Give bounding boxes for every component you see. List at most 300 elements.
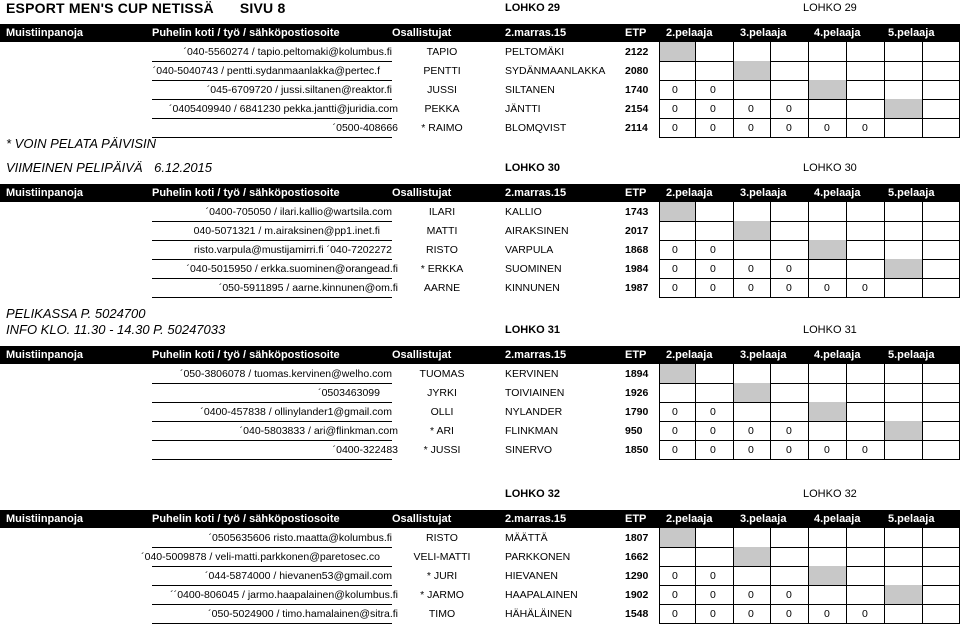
player-row xyxy=(0,383,960,403)
score-cell xyxy=(884,240,923,260)
column-header: ETP xyxy=(625,349,647,361)
etp-value: 2017 xyxy=(625,225,649,237)
last-name: FLINKMAN xyxy=(505,425,559,437)
title-text: ESPORT MEN'S CUP NETISSÄ xyxy=(6,0,214,16)
last-name: HÄHÄLÄINEN xyxy=(505,608,573,620)
score-cell xyxy=(922,202,960,222)
contact-text: ´040-5803833 / ari@flinkman.com xyxy=(239,425,398,437)
score-cell xyxy=(922,278,960,298)
score-cell xyxy=(884,402,923,422)
score-cell xyxy=(884,547,923,567)
note-last-day xyxy=(6,160,212,175)
score-cell xyxy=(884,383,923,403)
score-cell xyxy=(884,42,923,62)
column-header: 4.pelaaja xyxy=(814,513,861,525)
score-cell xyxy=(846,566,885,586)
score-value: 0 xyxy=(710,263,716,275)
column-header-row xyxy=(0,24,960,42)
score-value: 0 xyxy=(862,444,868,456)
score-cell xyxy=(695,61,734,81)
player-row xyxy=(0,528,960,548)
score-value: 0 xyxy=(672,84,678,96)
last-name: PARKKONEN xyxy=(505,551,571,563)
column-header-row xyxy=(0,346,960,364)
column-header: Muistiinpanoja xyxy=(6,187,83,199)
score-cell xyxy=(922,99,960,119)
player-row xyxy=(0,61,960,81)
score-cell xyxy=(922,528,960,548)
player-row xyxy=(0,402,960,422)
self-cell xyxy=(808,80,847,100)
score-value: 0 xyxy=(672,263,678,275)
contact-text: ´040-5040743 / pentti.sydanmaanlakka@pertec.f xyxy=(152,65,380,77)
self-cell xyxy=(884,421,923,441)
contact-text: ´040-5009878 / veli-matti.parkkonen@paretosec.co xyxy=(141,551,380,563)
score-cell xyxy=(884,278,923,298)
score-cell xyxy=(922,604,960,624)
score-value: 0 xyxy=(672,103,678,115)
score-value: 0 xyxy=(862,282,868,294)
score-value: 0 xyxy=(710,282,716,294)
last-name: SUOMINEN xyxy=(505,263,562,275)
score-cell xyxy=(808,528,847,548)
column-header-row xyxy=(0,184,960,202)
score-value: 0 xyxy=(748,122,754,134)
first-name: * ERKKA xyxy=(420,263,464,275)
score-value: 0 xyxy=(710,444,716,456)
score-value: 0 xyxy=(862,608,868,620)
self-cell xyxy=(659,364,696,384)
group-label: LOHKO 29 xyxy=(505,2,561,14)
score-cell xyxy=(884,61,923,81)
contact-text: ´0405409940 / 6841230 pekka.jantti@juridia.com xyxy=(169,103,398,115)
score-cell xyxy=(922,259,960,279)
etp-value: 1894 xyxy=(625,368,649,380)
last-name: HAAPALAINEN xyxy=(505,589,578,601)
column-header: 2.pelaaja xyxy=(666,513,713,525)
score-cell xyxy=(808,221,847,241)
column-header: Puhelin koti / työ / sähköpostiosoite xyxy=(152,349,340,361)
score-cell xyxy=(922,240,960,260)
score-cell xyxy=(808,383,847,403)
score-value: 0 xyxy=(710,589,716,601)
column-header: 5.pelaaja xyxy=(888,27,935,39)
score-cell xyxy=(770,566,809,586)
etp-value: 1868 xyxy=(625,244,649,256)
last-name: KERVINEN xyxy=(505,368,559,380)
score-cell xyxy=(846,202,885,222)
score-cell xyxy=(659,547,696,567)
score-cell xyxy=(733,528,771,548)
score-cell xyxy=(884,221,923,241)
score-value: 0 xyxy=(786,608,792,620)
self-cell xyxy=(659,528,696,548)
first-name: * JURI xyxy=(426,570,458,582)
score-cell xyxy=(695,202,734,222)
score-value: 0 xyxy=(672,244,678,256)
score-cell xyxy=(733,80,771,100)
column-header: 3.pelaaja xyxy=(740,187,787,199)
score-cell xyxy=(922,118,960,138)
contact-text: ´050-3806078 / tuomas.kervinen@welho.com xyxy=(179,368,392,380)
score-cell xyxy=(733,240,771,260)
column-header: 2.pelaaja xyxy=(666,187,713,199)
column-header: 3.pelaaja xyxy=(740,349,787,361)
note-play-daytime: * VOIN PELATA PÄIVISIN xyxy=(6,136,157,151)
column-header: ETP xyxy=(625,27,647,39)
note-last-day-date: 6.12.2015 xyxy=(154,160,213,175)
contact-text: ´0400-457838 / ollinylander1@gmail.com xyxy=(200,406,392,418)
column-header: Muistiinpanoja xyxy=(6,349,83,361)
score-cell xyxy=(922,402,960,422)
score-cell xyxy=(733,402,771,422)
etp-value: 1987 xyxy=(625,282,649,294)
score-cell xyxy=(846,240,885,260)
contact-text: ´040-5560274 / tapio.peltomaki@kolumbus.fi xyxy=(183,46,392,58)
column-header: ETP xyxy=(625,513,647,525)
score-cell xyxy=(659,383,696,403)
score-cell xyxy=(808,259,847,279)
first-name: PENTTI xyxy=(423,65,461,77)
group-label: LOHKO 30 xyxy=(505,162,561,174)
self-cell xyxy=(733,221,771,241)
first-name: OLLI xyxy=(430,406,454,418)
etp-value: 2154 xyxy=(625,103,649,115)
group-label-right: LOHKO 30 xyxy=(803,162,857,174)
last-name: SYDÄNMAANLAKKA xyxy=(505,65,606,77)
first-name: TIMO xyxy=(428,608,456,620)
last-name: AIRAKSINEN xyxy=(505,225,569,237)
group-label-right: LOHKO 29 xyxy=(803,2,857,14)
column-header: 4.pelaaja xyxy=(814,27,861,39)
score-cell xyxy=(808,547,847,567)
first-name: PEKKA xyxy=(424,103,460,115)
score-cell xyxy=(770,42,809,62)
column-header: Osallistujat xyxy=(392,27,452,39)
score-cell xyxy=(922,80,960,100)
first-name: ILARI xyxy=(428,206,456,218)
self-cell xyxy=(808,240,847,260)
note-last-day-label: VIIMEINEN PELIPÄIVÄ xyxy=(6,160,143,175)
self-cell xyxy=(808,402,847,422)
etp-value: 1548 xyxy=(625,608,649,620)
self-cell xyxy=(733,61,771,81)
column-header: 2.marras.15 xyxy=(505,187,567,199)
self-cell xyxy=(733,547,771,567)
score-cell xyxy=(922,383,960,403)
score-value: 0 xyxy=(786,444,792,456)
score-value: 0 xyxy=(786,122,792,134)
contact-text: ´040-5015950 / erkka.suominen@orangead.fi xyxy=(186,263,398,275)
etp-value: 1850 xyxy=(625,444,649,456)
score-value: 0 xyxy=(672,608,678,620)
score-value: 0 xyxy=(710,103,716,115)
score-value: 0 xyxy=(672,282,678,294)
score-cell xyxy=(884,604,923,624)
score-cell xyxy=(846,259,885,279)
score-value: 0 xyxy=(710,406,716,418)
score-cell xyxy=(808,61,847,81)
score-cell xyxy=(922,440,960,460)
first-name: * ARI xyxy=(430,425,454,437)
score-value: 0 xyxy=(748,589,754,601)
column-header: ETP xyxy=(625,187,647,199)
score-cell xyxy=(659,61,696,81)
column-header-row xyxy=(0,510,960,528)
first-name: RISTO xyxy=(426,244,458,256)
score-cell xyxy=(695,547,734,567)
etp-value: 950 xyxy=(625,425,643,437)
score-cell xyxy=(846,383,885,403)
contact-text: ´050-5911895 / aarne.kinnunen@om.fi xyxy=(218,282,398,294)
score-value: 0 xyxy=(824,608,830,620)
score-cell xyxy=(770,202,809,222)
score-cell xyxy=(922,42,960,62)
score-value: 0 xyxy=(748,263,754,275)
score-cell xyxy=(770,383,809,403)
score-value: 0 xyxy=(710,608,716,620)
score-cell xyxy=(695,42,734,62)
column-header: 2.marras.15 xyxy=(505,27,567,39)
score-value: 0 xyxy=(710,244,716,256)
contact-text: ´0400-705050 / ilari.kallio@wartsila.com xyxy=(205,206,392,218)
score-value: 0 xyxy=(710,84,716,96)
score-cell xyxy=(846,80,885,100)
etp-value: 1926 xyxy=(625,387,649,399)
score-value: 0 xyxy=(824,444,830,456)
score-cell xyxy=(770,80,809,100)
score-cell xyxy=(846,221,885,241)
score-value: 0 xyxy=(786,589,792,601)
group-label: LOHKO 32 xyxy=(505,488,561,500)
score-value: 0 xyxy=(786,263,792,275)
score-cell xyxy=(846,99,885,119)
etp-value: 2114 xyxy=(625,122,648,134)
first-name: JUSSI xyxy=(427,84,457,96)
last-name: SINERVO xyxy=(505,444,553,456)
player-row xyxy=(0,240,960,260)
score-cell xyxy=(808,364,847,384)
column-header: 3.pelaaja xyxy=(740,27,787,39)
score-cell xyxy=(733,364,771,384)
player-row xyxy=(0,80,960,100)
etp-value: 1743 xyxy=(625,206,649,218)
contact-text: ´0500-408666 xyxy=(332,122,398,134)
score-value: 0 xyxy=(786,282,792,294)
etp-value: 1740 xyxy=(625,84,649,96)
score-cell xyxy=(808,421,847,441)
score-value: 0 xyxy=(748,425,754,437)
score-cell xyxy=(884,566,923,586)
column-header: Puhelin koti / työ / sähköpostiosoite xyxy=(152,187,340,199)
score-cell xyxy=(733,42,771,62)
contact-text: ´´0400-806045 / jarmo.haapalainen@kolumbus.fi xyxy=(170,589,398,601)
score-cell xyxy=(695,364,734,384)
player-row xyxy=(0,566,960,586)
column-header: 2.pelaaja xyxy=(666,349,713,361)
self-cell xyxy=(884,99,923,119)
contact-text: ´045-6709720 / jussi.siltanen@reaktor.fi xyxy=(206,84,392,96)
player-row xyxy=(0,440,960,460)
score-cell xyxy=(922,221,960,241)
score-cell xyxy=(846,364,885,384)
column-header: 4.pelaaja xyxy=(814,187,861,199)
score-cell xyxy=(884,80,923,100)
column-header: 3.pelaaja xyxy=(740,513,787,525)
player-row xyxy=(0,221,960,241)
score-value: 0 xyxy=(710,122,716,134)
first-name: VELI-MATTI xyxy=(413,551,471,563)
score-cell xyxy=(884,364,923,384)
first-name: TUOMAS xyxy=(419,368,465,380)
score-cell xyxy=(808,585,847,605)
player-row xyxy=(0,278,960,298)
column-header: 5.pelaaja xyxy=(888,349,935,361)
score-cell xyxy=(922,61,960,81)
score-cell xyxy=(770,240,809,260)
last-name: TOIVIAINEN xyxy=(505,387,565,399)
first-name: JYRKI xyxy=(427,387,457,399)
contact-text: risto.varpula@mustijamirri.fi ´040-7202272 xyxy=(194,244,392,256)
self-cell xyxy=(884,585,923,605)
score-cell xyxy=(659,221,696,241)
contact-text: ´044-5874000 / hievanen53@gmail.com xyxy=(205,570,392,582)
score-value: 0 xyxy=(672,425,678,437)
score-value: 0 xyxy=(672,406,678,418)
first-name: MATTI xyxy=(426,225,458,237)
contact-text: 040-5071321 / m.airaksinen@pp1.inet.fi xyxy=(193,225,380,237)
score-cell xyxy=(846,585,885,605)
group-label-right: LOHKO 32 xyxy=(803,488,857,500)
player-row xyxy=(0,547,960,567)
score-cell xyxy=(770,364,809,384)
column-header: Osallistujat xyxy=(392,349,452,361)
column-header: Muistiinpanoja xyxy=(6,27,83,39)
self-cell xyxy=(808,566,847,586)
score-value: 0 xyxy=(824,282,830,294)
score-value: 0 xyxy=(748,103,754,115)
score-cell xyxy=(922,566,960,586)
first-name: TAPIO xyxy=(426,46,458,58)
score-value: 0 xyxy=(672,570,678,582)
score-cell xyxy=(770,61,809,81)
last-name: KALLIO xyxy=(505,206,542,218)
first-name: * RAIMO xyxy=(421,122,463,134)
score-cell xyxy=(884,440,923,460)
column-header: Osallistujat xyxy=(392,513,452,525)
score-value: 0 xyxy=(786,103,792,115)
last-name: BLOMQVIST xyxy=(505,122,567,134)
score-cell xyxy=(846,421,885,441)
score-cell xyxy=(922,364,960,384)
player-row xyxy=(0,421,960,441)
score-value: 0 xyxy=(672,122,678,134)
score-value: 0 xyxy=(672,444,678,456)
last-name: HIEVANEN xyxy=(505,570,558,582)
score-cell xyxy=(846,547,885,567)
last-name: VARPULA xyxy=(505,244,554,256)
etp-value: 2122 xyxy=(625,46,649,58)
score-cell xyxy=(846,42,885,62)
column-header: 4.pelaaja xyxy=(814,349,861,361)
score-value: 0 xyxy=(748,608,754,620)
score-cell xyxy=(884,528,923,548)
column-header: Muistiinpanoja xyxy=(6,513,83,525)
contact-text: ´050-5024900 / timo.hamalainen@sitra.fi xyxy=(208,608,398,620)
score-value: 0 xyxy=(748,444,754,456)
first-name: AARNE xyxy=(423,282,461,294)
score-cell xyxy=(733,566,771,586)
score-cell xyxy=(808,99,847,119)
first-name: * JARMO xyxy=(420,589,464,601)
column-header: 2.marras.15 xyxy=(505,349,567,361)
column-header: Puhelin koti / työ / sähköpostiosoite xyxy=(152,27,340,39)
score-value: 0 xyxy=(862,122,868,134)
score-cell xyxy=(922,547,960,567)
self-cell xyxy=(659,42,696,62)
player-row xyxy=(0,42,960,62)
score-cell xyxy=(884,118,923,138)
etp-value: 2080 xyxy=(625,65,649,77)
score-cell xyxy=(846,402,885,422)
page-title xyxy=(6,0,285,16)
contact-text: ´0503463099 xyxy=(318,387,380,399)
self-cell xyxy=(733,383,771,403)
etp-value: 1662 xyxy=(625,551,649,563)
score-cell xyxy=(922,421,960,441)
group-label-right: LOHKO 31 xyxy=(803,324,857,336)
last-name: KINNUNEN xyxy=(505,282,560,294)
score-value: 0 xyxy=(786,425,792,437)
last-name: PELTOMÄKI xyxy=(505,46,565,58)
score-value: 0 xyxy=(824,122,830,134)
column-header: 5.pelaaja xyxy=(888,187,935,199)
last-name: SILTANEN xyxy=(505,84,555,96)
player-row xyxy=(0,364,960,384)
player-row xyxy=(0,604,960,624)
column-header: 2.pelaaja xyxy=(666,27,713,39)
player-row xyxy=(0,259,960,279)
etp-value: 1790 xyxy=(625,406,649,418)
self-cell xyxy=(659,202,696,222)
note-info: INFO KLO. 11.30 - 14.30 P. 50247033 xyxy=(6,322,226,337)
score-cell xyxy=(922,585,960,605)
score-cell xyxy=(846,61,885,81)
score-cell xyxy=(846,528,885,548)
column-header: Osallistujat xyxy=(392,187,452,199)
score-value: 0 xyxy=(710,425,716,437)
score-value: 0 xyxy=(710,570,716,582)
score-cell xyxy=(770,402,809,422)
score-cell xyxy=(695,528,734,548)
score-cell xyxy=(770,221,809,241)
column-header: 2.marras.15 xyxy=(505,513,567,525)
score-value: 0 xyxy=(672,589,678,601)
score-cell xyxy=(808,42,847,62)
round-text: SIVU 8 xyxy=(239,0,286,16)
etp-value: 1807 xyxy=(625,532,649,544)
score-cell xyxy=(884,202,923,222)
etp-value: 1290 xyxy=(625,570,649,582)
etp-value: 1984 xyxy=(625,263,649,275)
note-pelikassa: PELIKASSA P. 5024700 xyxy=(6,306,146,321)
score-cell xyxy=(733,202,771,222)
score-cell xyxy=(770,547,809,567)
etp-value: 1902 xyxy=(625,589,649,601)
score-cell xyxy=(695,221,734,241)
first-name: RISTO xyxy=(426,532,458,544)
column-header: Puhelin koti / työ / sähköpostiosoite xyxy=(152,513,340,525)
